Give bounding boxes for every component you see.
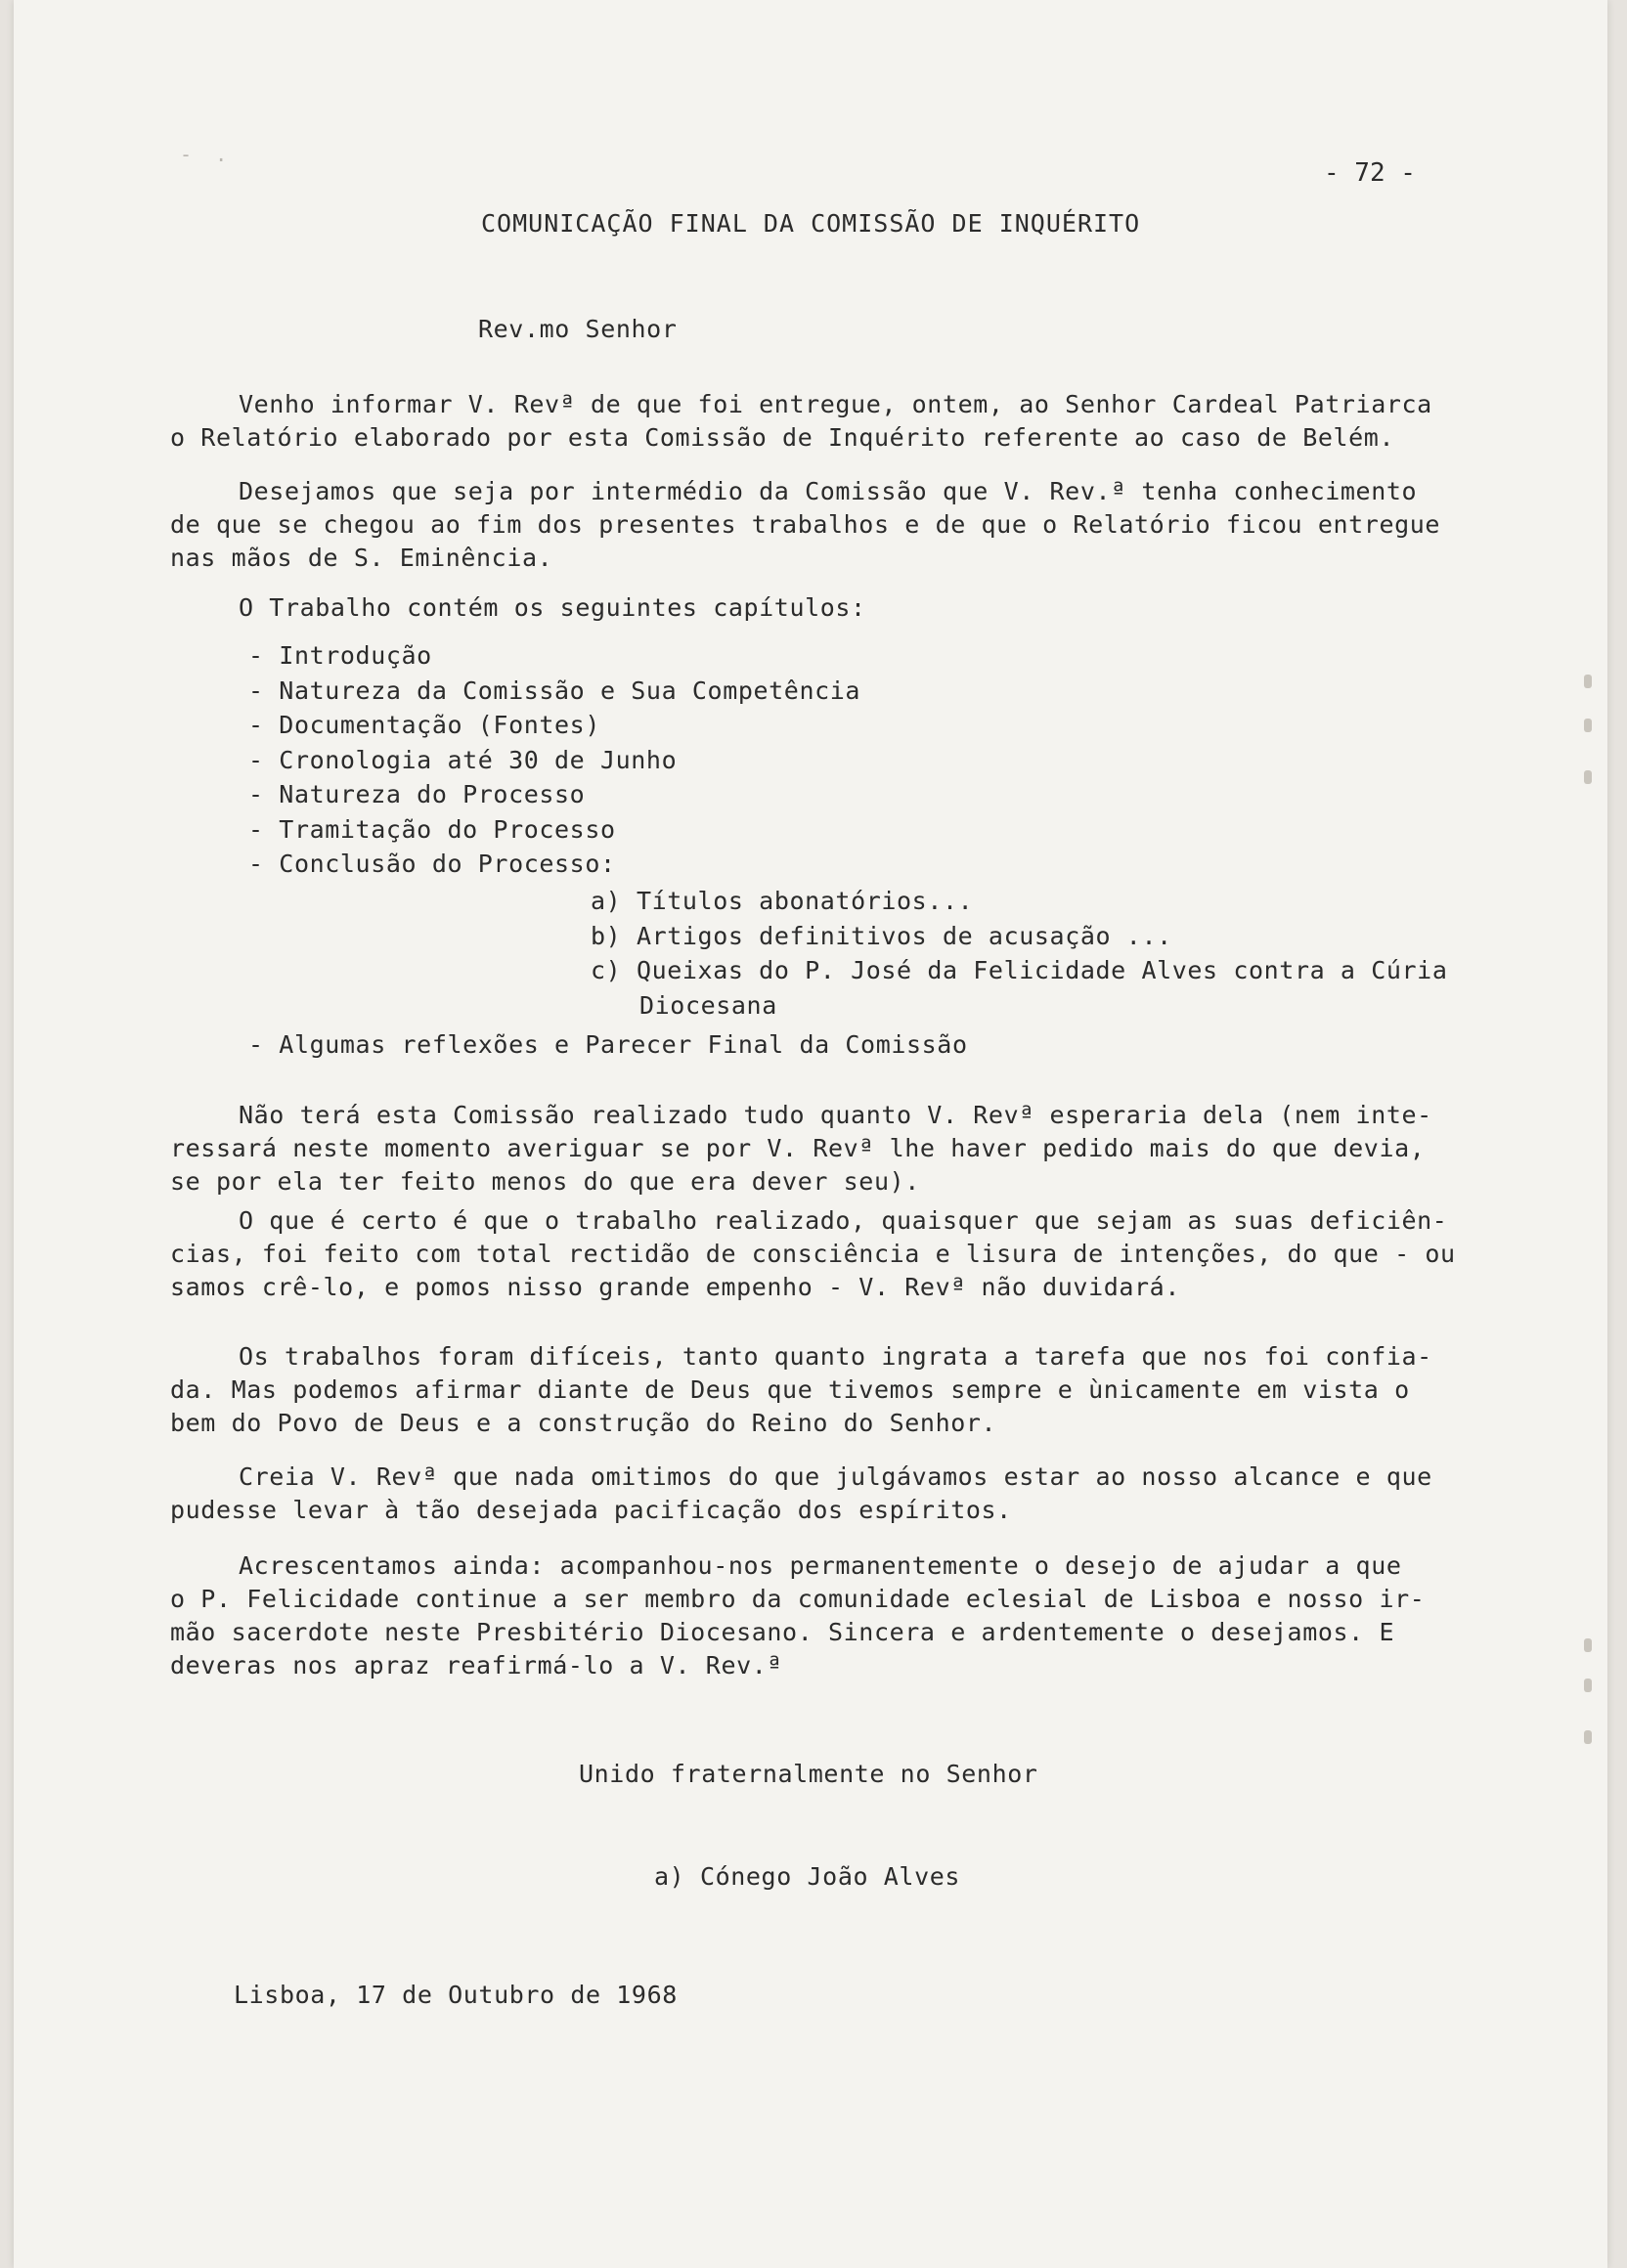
list-item: - Tramitação do Processo <box>248 814 616 844</box>
paragraph-line: pudesse levar à tão desejada pacificação dos espíritos. <box>170 1496 1012 1524</box>
list-item: - Documentação (Fontes) <box>248 711 600 739</box>
paragraph-nothing-omitted <box>170 1461 1461 1527</box>
chapters-list <box>248 639 860 883</box>
list-item: - Natureza da Comissão e Sua Competência <box>248 676 861 705</box>
paragraph-line: Desejamos que seja por intermédio da Comissão que V. Rev.ª tenha conhecimento <box>239 477 1418 505</box>
closing-formula: Unido fraternalmente no Senhor <box>579 1760 1038 1788</box>
paragraph-line: o P. Felicidade continue a ser membro da comunidade eclesial de Lisboa e nosso ir- <box>170 1585 1426 1613</box>
list-item: - Conclusão do Processo: <box>248 850 616 878</box>
list-item: - Introdução <box>248 641 432 670</box>
paragraph-line: da. Mas podemos afirmar diante de Deus que tivemos sempre e ùnicamente em vista o <box>170 1375 1410 1404</box>
paragraph-line: cias, foi feito com total rectidão de consciência e lisura de intenções, do que - ou <box>170 1240 1456 1268</box>
paragraph-line: nas mãos de S. Eminência. <box>170 544 553 572</box>
paragraph-line: se por ela ter feito menos do que era dever seu). <box>170 1167 920 1196</box>
paragraph-line: o Relatório elaborado por esta Comissão de Inquérito referente ao caso de Belém. <box>170 423 1395 452</box>
paragraph-commission <box>170 1099 1461 1199</box>
paragraph-line: O Trabalho contém os seguintes capítulos: <box>239 593 866 622</box>
paragraph-line: Creia V. Revª que nada omitimos do que julgávamos estar ao nosso alcance e que <box>239 1462 1432 1491</box>
page-number: - 72 - <box>1324 158 1416 188</box>
document-page <box>14 0 1607 2268</box>
paragraph-felicidade <box>170 1549 1461 1682</box>
paragraph-line: mão sacerdote neste Presbitério Diocesano. Sincera e ardentemente o desejamos. E <box>170 1618 1395 1646</box>
list-item: - Natureza do Processo <box>248 780 586 808</box>
signature: a) Cónego João Alves <box>654 1862 961 1891</box>
salutation: Rev.mo Senhor <box>478 315 678 343</box>
list-item: a) Títulos abonatórios... <box>591 887 974 915</box>
list-item-final-chapter: - Algumas reflexões e Parecer Final da Comissão <box>248 1030 968 1059</box>
paragraph-line: Acrescentamos ainda: acompanhou-nos permanentemente o desejo de ajudar a que <box>239 1551 1402 1580</box>
punch-hole-mark <box>1584 719 1592 732</box>
date-line: Lisboa, 17 de Outubro de 1968 <box>234 1981 678 2009</box>
list-item: - Cronologia até 30 de Junho <box>248 745 678 774</box>
paragraph-rectitude <box>170 1204 1461 1304</box>
punch-hole-mark <box>1584 1730 1592 1744</box>
punch-hole-mark <box>1584 675 1592 688</box>
punch-hole-mark <box>1584 1638 1592 1652</box>
conclusion-subitems <box>591 885 1447 1024</box>
paragraph-intro <box>170 388 1461 455</box>
paragraph-line: bem do Povo de Deus e a construção do Reino do Senhor. <box>170 1409 997 1437</box>
punch-hole-mark <box>1584 770 1592 784</box>
punch-hole-mark <box>1584 1679 1592 1692</box>
paragraph-line: samos crê-lo, e pomos nisso grande empenho - V. Revª não duvidará. <box>170 1273 1180 1301</box>
paragraph-difficult-work <box>170 1340 1461 1440</box>
paragraph-line: Não terá esta Comissão realizado tudo quanto V. Revª esperaria dela (nem inte- <box>239 1101 1432 1129</box>
paragraph-line: Os trabalhos foram difíceis, tanto quanto ingrata a tarefa que nos foi confia- <box>239 1342 1432 1371</box>
list-item-continuation: Diocesana <box>639 990 777 1020</box>
paragraph-line: Venho informar V. Revª de que foi entregue, ontem, ao Senhor Cardeal Patriarca <box>239 390 1432 418</box>
chapters-intro <box>170 591 1461 625</box>
paragraph-line: deveras nos apraz reafirmá-lo a V. Rev.ª <box>170 1651 783 1679</box>
margin-mark: - . <box>180 143 228 166</box>
list-item: c) Queixas do P. José da Felicidade Alves contra a Cúria <box>591 956 1448 984</box>
list-item: b) Artigos definitivos de acusação ... <box>591 921 1172 950</box>
paragraph-line: O que é certo é que o trabalho realizado, quaisquer que sejam as suas deficiên- <box>239 1206 1448 1235</box>
paragraph-line: de que se chegou ao fim dos presentes trabalhos e de que o Relatório ficou entregue <box>170 510 1441 539</box>
paragraph-line: ressará neste momento averiguar se por V. Revª lhe haver pedido mais do que devia, <box>170 1134 1426 1162</box>
document-title: COMUNICAÇÃO FINAL DA COMISSÃO DE INQUÉRITO <box>481 209 1141 238</box>
paragraph-report <box>170 475 1461 575</box>
